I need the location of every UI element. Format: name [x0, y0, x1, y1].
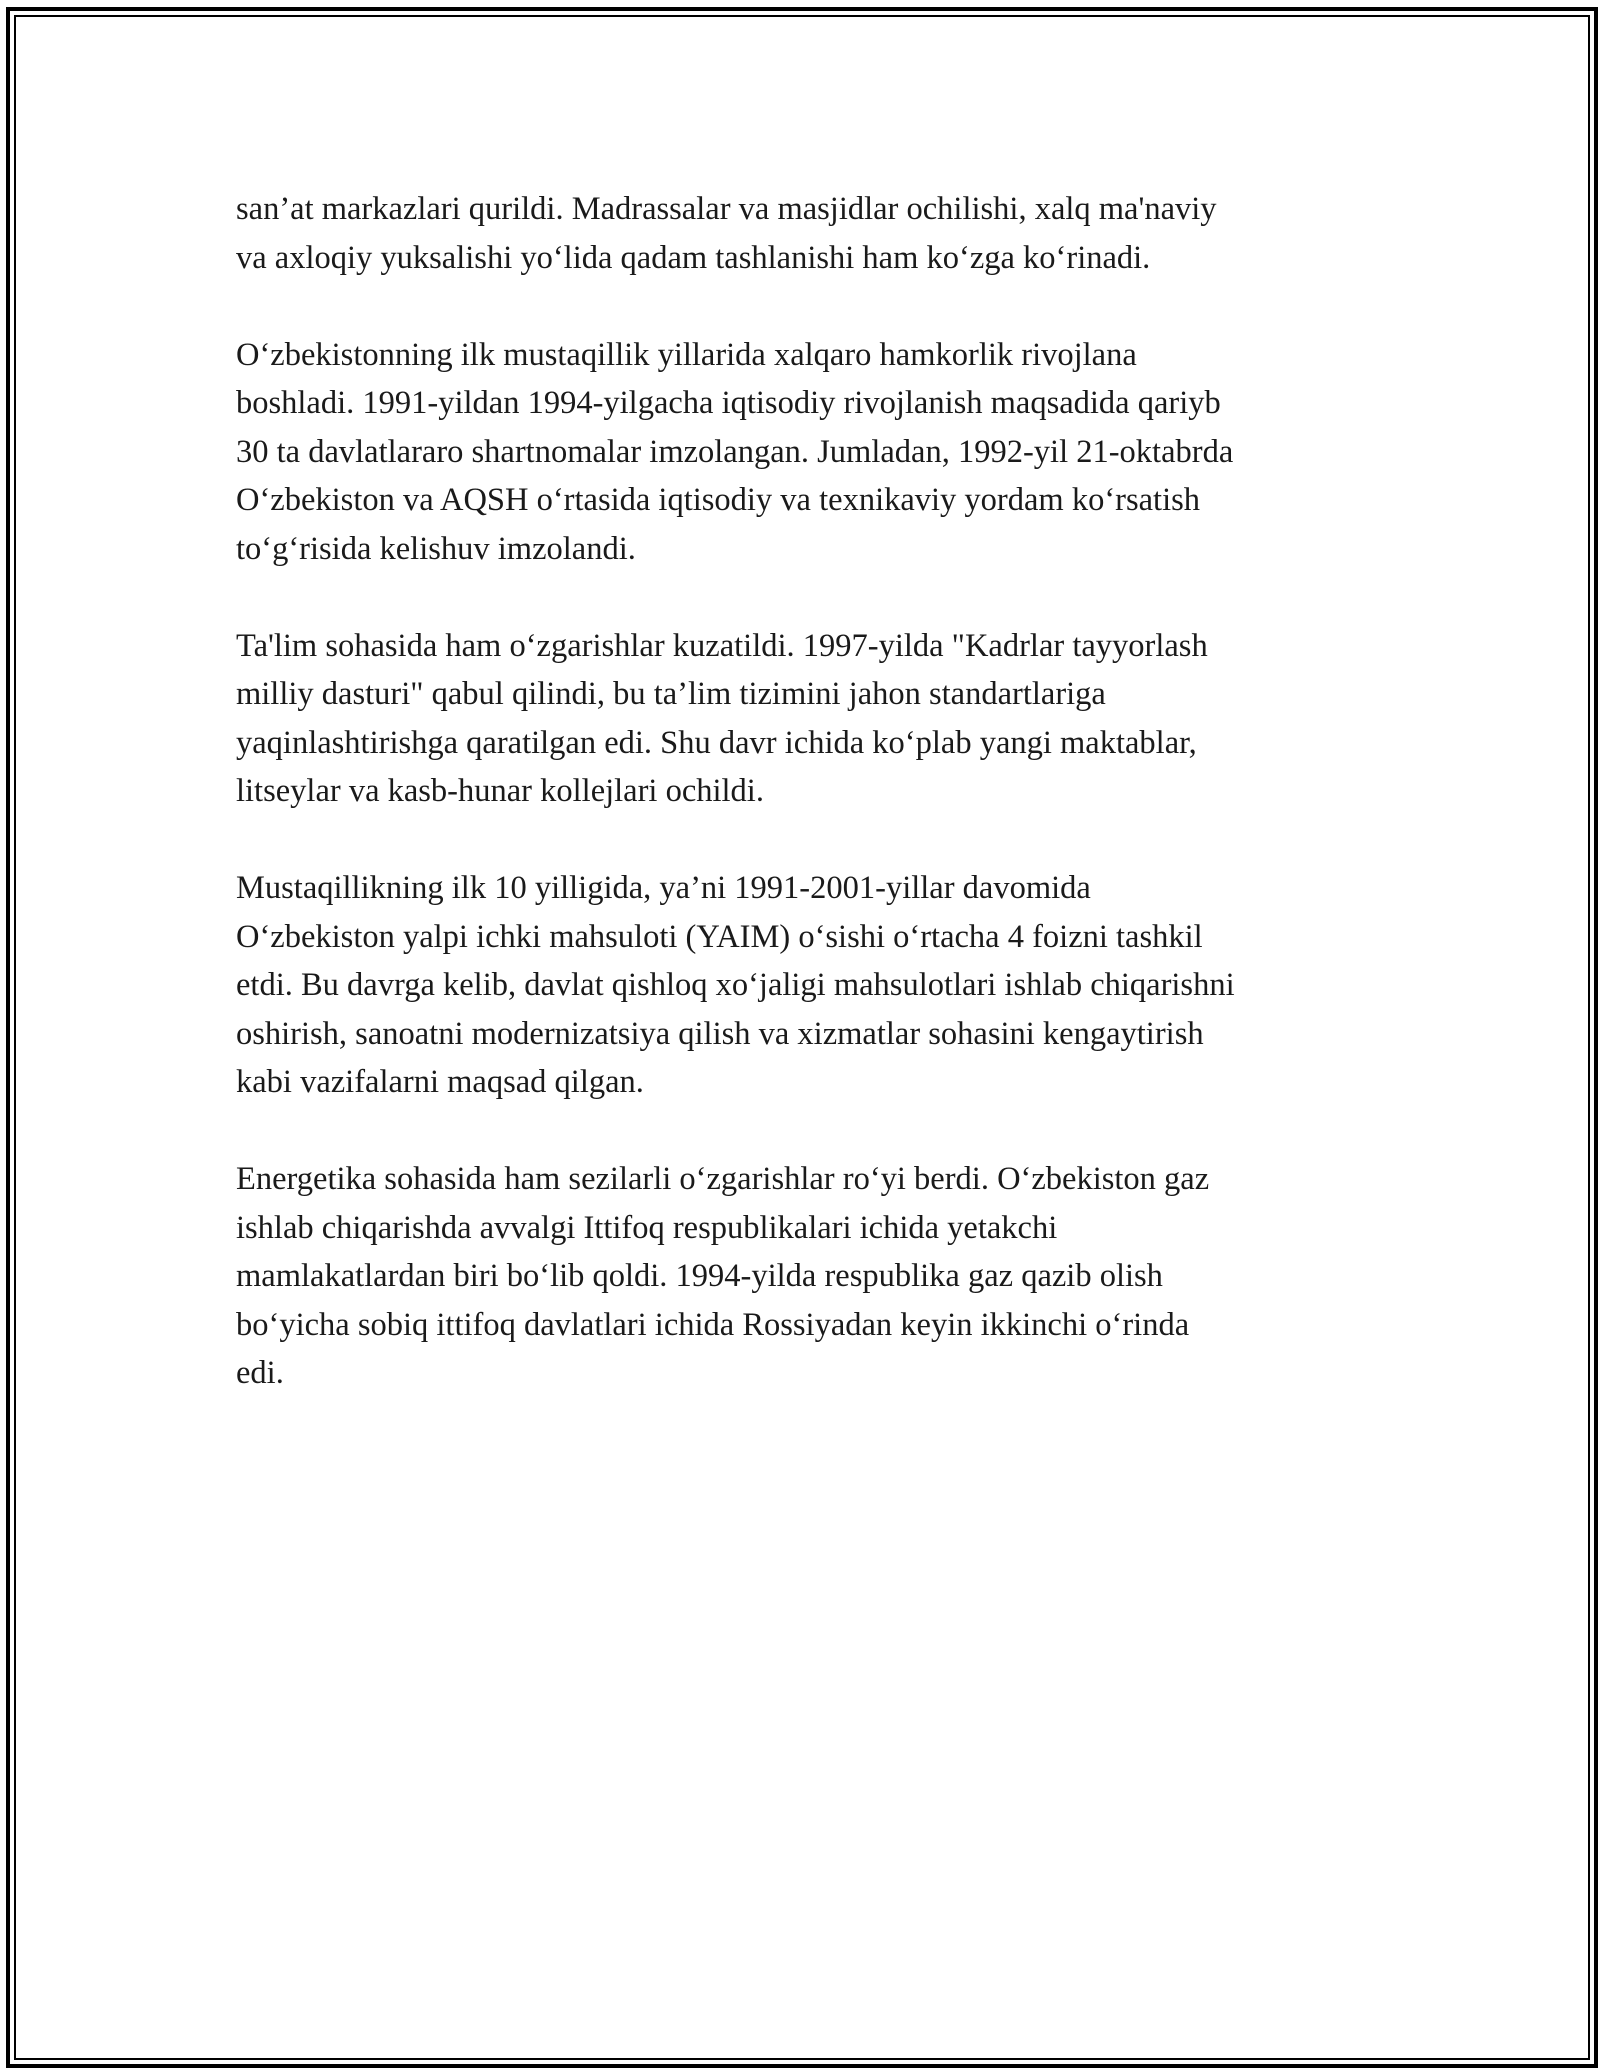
text-line: boshladi. 1991-yildan 1994-yilgacha iqtisodiy rivojlanish maqsadida qariyb — [236, 385, 1221, 421]
text-line: oshirish, sanoatni modernizatsiya qilish va xizmatlar sohasini kengaytirish — [236, 1015, 1204, 1052]
text-line: yaqinlashtirishga qaratilgan edi. Shu davr ichida ko‘plab yangi maktablar, — [236, 724, 1197, 761]
text-line: mamlakatlardan biri bo‘lib qoldi. 1994-yilda respublika gaz qazib olish — [236, 1258, 1163, 1294]
text-line: O‘zbekistonning ilk mustaqillik yillarida xalqaro hamkorlik rivojlana — [236, 336, 1137, 373]
text-line: san’at markazlari qurildi. Madrassalar va masjidlar ochilishi, xalq ma'naviy — [236, 191, 1217, 227]
paragraph-international-cooperation — [236, 331, 1366, 574]
text-line: milliy dasturi" qabul qilindi, bu ta’lim tizimini jahon standartlariga — [236, 676, 1106, 712]
text-line: ishlab chiqarishda avvalgi Ittifoq respublikalari ichida yetakchi — [236, 1209, 1058, 1246]
text-line: edi. — [236, 1355, 284, 1391]
text-line: O‘zbekiston yalpi ichki mahsuloti (YAIM) o‘sishi o‘rtacha 4 foizni tashkil — [236, 918, 1203, 955]
paragraph-gdp-growth — [236, 864, 1366, 1107]
paragraph-energy — [236, 1155, 1366, 1398]
text-line: litseylar va kasb-hunar kollejlari ochildi. — [236, 773, 764, 809]
text-line: Energetika sohasida ham sezilarli o‘zgarishlar ro‘yi berdi. O‘zbekiston gaz — [236, 1161, 1210, 1197]
text-line: bo‘yicha sobiq ittifoq davlatlari ichida Rossiyadan keyin ikkinchi o‘rinda — [236, 1306, 1190, 1343]
text-line: kabi vazifalarni maqsad qilgan. — [236, 1064, 644, 1100]
text-line: Ta'lim sohasida ham o‘zgarishlar kuzatildi. 1997-yilda "Kadrlar tayyorlash — [236, 627, 1208, 664]
text-line: 30 ta davlatlararo shartnomalar imzolangan. Jumladan, 1992-yil 21-oktabrda — [236, 433, 1234, 470]
text-line: etdi. Bu davrga kelib, davlat qishloq xo‘jaligi mahsulotlari ishlab chiqarishni — [236, 967, 1235, 1003]
paragraph-education — [236, 622, 1366, 816]
document-body — [236, 185, 1366, 1446]
text-line: Mustaqillikning ilk 10 yilligida, ya’ni 1991-2001-yillar davomida — [236, 870, 1091, 906]
text-line: to‘g‘risida kelishuv imzolandi. — [236, 530, 636, 567]
text-line: O‘zbekiston va AQSH o‘rtasida iqtisodiy va texnikaviy yordam ko‘rsatish — [236, 482, 1201, 518]
paragraph-arts-centers — [236, 185, 1366, 282]
text-line: va axloqiy yuksalishi yo‘lida qadam tashlanishi ham ko‘zga ko‘rinadi. — [236, 239, 1151, 276]
